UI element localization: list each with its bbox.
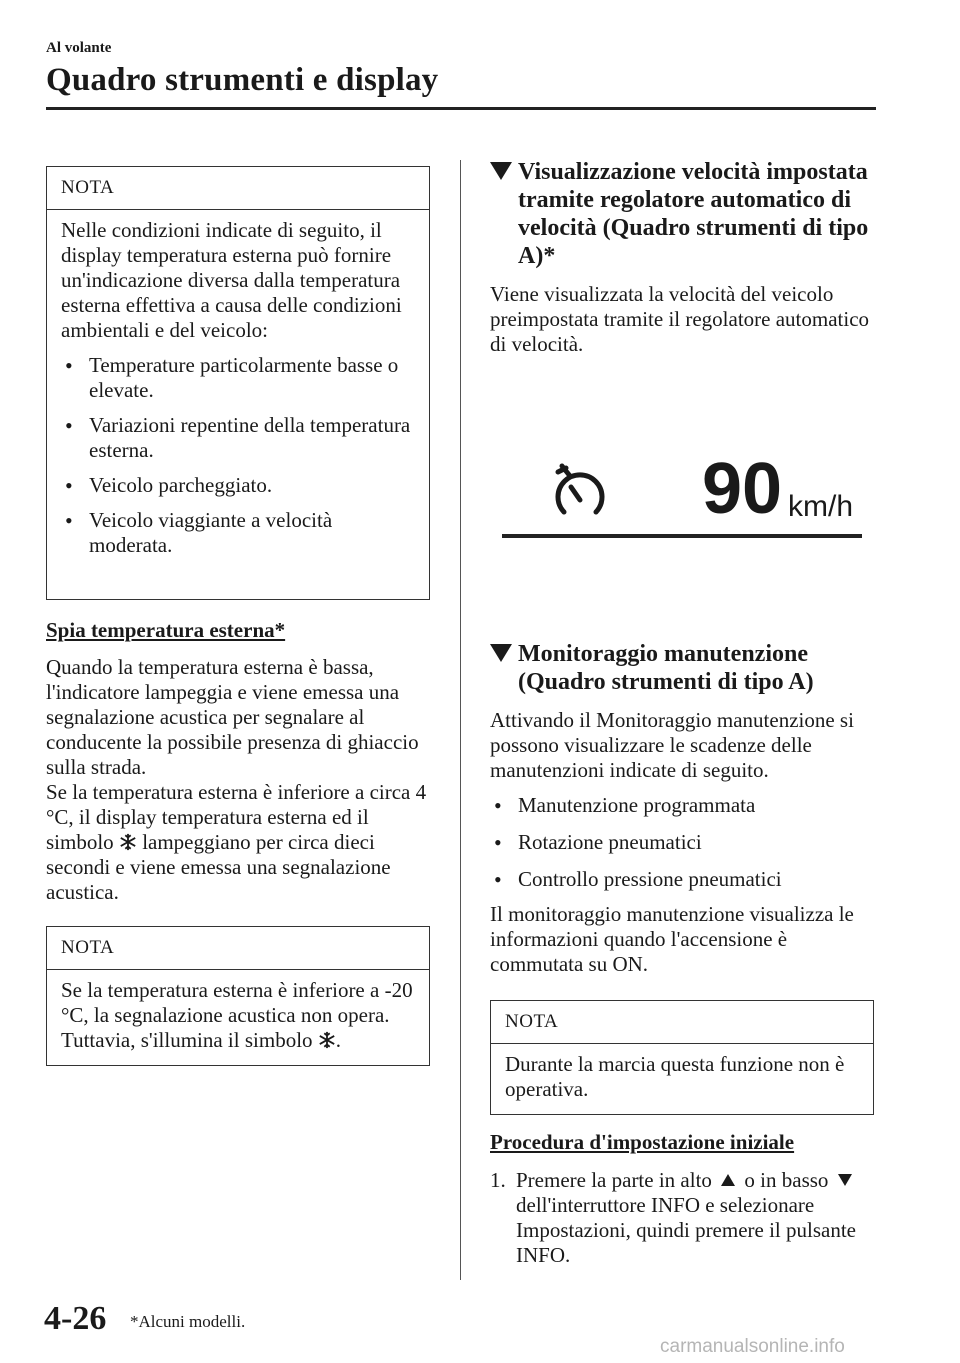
nota-label: NOTA [47, 167, 429, 210]
watermark: carmanualsonline.info [660, 1336, 845, 1357]
monitor-text-2: Il monitoraggio manutenzione visualizza le informazioni quando l'accensione è commutata su ON. [490, 902, 854, 976]
speed-display [502, 449, 862, 542]
step-text-b: o in basso [744, 1168, 829, 1192]
spia-paragraph-1: Quando la temperatura esterna è bassa, l'indicatore lampeggia e viene emessa una segnalazione acustica per segnalare al conducente la possibile presenza di ghiaccio sulla strada. [46, 655, 419, 779]
conditions-list [61, 353, 415, 558]
speed-value: 90 [702, 449, 783, 529]
monitor-text [490, 708, 875, 977]
speed-rule [502, 534, 862, 538]
list-item: • Controllo pressione pneumatici [490, 867, 875, 892]
nota-text-a: Se la temperatura esterna è inferiore a -20 °C, la segnalazione acustica non opera. Tuttavia, s'illumina il simbolo [61, 978, 413, 1052]
list-item: • Veicolo viaggiante a velocità moderata. [61, 508, 415, 558]
procedure-step-1 [490, 1168, 875, 1268]
snowflake-icon [119, 833, 137, 851]
nota-intro: Nelle condizioni indicate di seguito, il display temperatura esterna può fornire un'indicazione diversa dalla temperatura esterna effettiva a causa delle condizioni ambientali e del veicolo: [61, 218, 402, 342]
heading-velocita-text: Visualizzazione velocità impostata tramite regolatore automatico di velocità (Quadro strumenti di tipo A)* [518, 159, 869, 269]
nota-box-low-temp [46, 926, 430, 1066]
cruise-control-icon [550, 462, 610, 526]
list-item: • Variazioni repentine della temperatura esterna. [61, 413, 415, 463]
subheading-spia: Spia temperatura esterna* [46, 618, 286, 642]
list-item: • Rotazione pneumatici [490, 830, 875, 855]
section-label: Al volante [46, 40, 112, 56]
maintenance-list [490, 793, 875, 892]
spia-paragraph-2-a: Se la temperatura esterna è inferiore a circa 4 °C, il display temperatura esterna ed il simbolo [46, 780, 427, 854]
step-text-c: dell'interruttore INFO e selezionare Impostazioni, quindi premere il pulsante INFO. [516, 1193, 856, 1267]
list-item: • Temperature particolarmente basse o elevate. [61, 353, 415, 403]
velocita-text: Viene visualizzata la velocità del veicolo preimpostata tramite il regolatore automatico di velocità. [490, 282, 870, 356]
page-number: 4-26 [44, 1300, 107, 1337]
nota-label: NOTA [47, 927, 429, 970]
list-item: • Veicolo parcheggiato. [61, 473, 415, 498]
heading-monitor [490, 640, 870, 696]
subheading-procedura: Procedura d'impostazione iniziale [490, 1130, 795, 1154]
column-divider [460, 160, 461, 1280]
title-rule [46, 107, 876, 110]
speed-unit: km/h [788, 490, 854, 523]
nota-box-conditions [46, 166, 430, 600]
nota-box-driving [490, 1000, 874, 1115]
spia-paragraph-2-b: lampeggiano per circa dieci secondi e viene emessa una segnalazione acustica. [46, 830, 391, 904]
nota-text [61, 978, 415, 1053]
arrow-down-icon [838, 1174, 852, 1186]
heading-monitor-text: Monitoraggio manutenzione (Quadro strumenti di tipo A) [518, 641, 814, 695]
step-text-a: Premere la parte in alto [516, 1168, 712, 1192]
arrow-up-icon [721, 1174, 735, 1186]
spia-paragraph-2 [46, 780, 436, 905]
snowflake-icon [318, 1031, 336, 1049]
nota-body [47, 210, 429, 578]
spia-text [46, 655, 436, 905]
nota-text: Durante la marcia questa funzione non è operativa. [505, 1052, 845, 1101]
nota-body [491, 1044, 873, 1112]
footnote: *Alcuni modelli. [130, 1312, 246, 1331]
nota-label: NOTA [491, 1001, 873, 1044]
triangle-bullet-icon [490, 162, 512, 180]
triangle-bullet-icon [490, 644, 512, 662]
list-item: • Manutenzione programmata [490, 793, 875, 818]
monitor-intro: Attivando il Monitoraggio manutenzione si possono visualizzare le scadenze delle manutenzioni indicate di seguito. [490, 708, 854, 782]
nota-body [47, 970, 429, 1063]
nota-text-b: . [335, 1028, 342, 1052]
step-number: 1. [490, 1168, 506, 1192]
page-title: Quadro strumenti e display [46, 62, 439, 98]
heading-velocita [490, 158, 870, 270]
